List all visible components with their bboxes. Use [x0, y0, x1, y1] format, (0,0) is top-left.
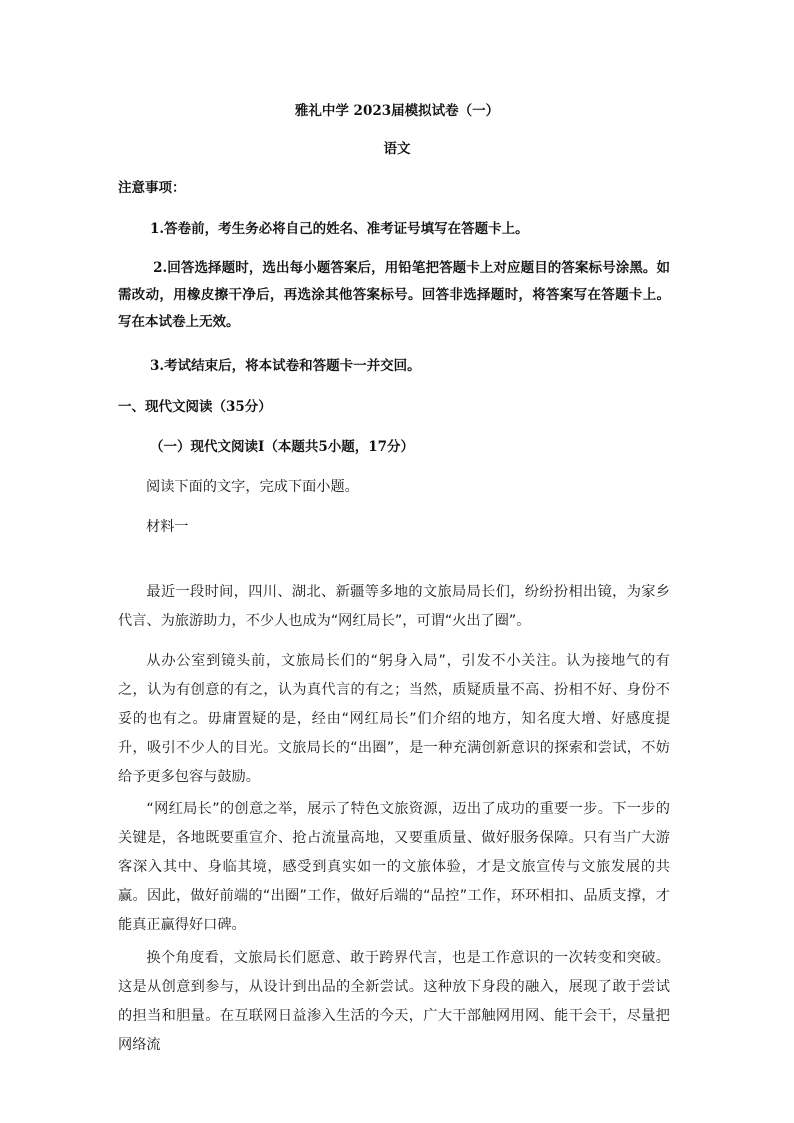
- reading-instruction: 阅读下面的文字，完成下面小题。: [146, 479, 359, 495]
- subject-title: 语文: [383, 141, 411, 157]
- passage-paragraph-3: “网红局长”的创意之举，展示了特色文旅资源，迈出了成功的重要一步。下一步的关键是，各地既要重宣介、抢占流量高地，又要重质量、做好服务保障。只有当广大游客深入其中、身临其境，感受到真实如一的文旅体验，才是文旅宣传与文旅发展的共赢。因此，做好前端的“出圈”工作，做好后端的“品控”工作，环环相扣、品质支撑，才能真正赢得好口碑。: [118, 801, 670, 933]
- passage-paragraph-2: 从办公室到镜头前，文旅局长们的“躬身入局”，引发不小关注。认为接地气的有之，认为有创意的有之，认为真代言的有之；当然，质疑质量不高、扮相不好、身份不妥的也有之。毋庸置疑的是，经由“网红局长”们介绍的地方，知名度大增、好感度提升，吸引不少人的目光。文旅局长的“出圈”，是一种充满创新意识的探索和尝试，不妨给予更多包容与鼓励。: [118, 653, 670, 785]
- notice-item-1: 1.答卷前，考生务必将自己的姓名、准考证号填写在答题卡上。: [150, 221, 529, 237]
- notice-heading: 注意事项：: [118, 180, 186, 196]
- material-label: 材料一: [146, 519, 189, 535]
- section-subheading: （一）现代文阅读Ⅰ（本题共5小题，17分）: [150, 439, 414, 455]
- passage-paragraph-1: 最近一段时间，四川、湖北、新疆等多地的文旅局局长们，纷纷扮相出镜，为家乡代言、为旅游助力，不少人也成为“网红局长”，可谓“火出了圈”。: [118, 584, 670, 629]
- exam-title: 雅礼中学 2023届模拟试卷（一）: [294, 103, 500, 119]
- notice-item-2: 2.回答选择题时，选出每小题答案后，用铅笔把答题卡上对应题目的答案标号涂黑。如需改动，用橡皮擦干净后，再选涂其他答案标号。回答非选择题时，将答案写在答题卡上。写在本试卷上无效。: [118, 260, 670, 330]
- notice-item-3: 3.考试结束后，将本试卷和答题卡一并交回。: [150, 358, 421, 374]
- section-heading: 一、现代文阅读（35分）: [118, 399, 272, 415]
- passage-paragraph-4: 换个角度看，文旅局长们愿意、敢于跨界代言，也是工作意识的一次转变和突破。这是从创意到参与，从设计到出品的全新尝试。这种放下身段的融入，展现了敢于尝试的担当和胆量。在互联网日益渗入生活的今天，广大干部触网用网、能干会干，尽量把网络流: [118, 950, 670, 1053]
